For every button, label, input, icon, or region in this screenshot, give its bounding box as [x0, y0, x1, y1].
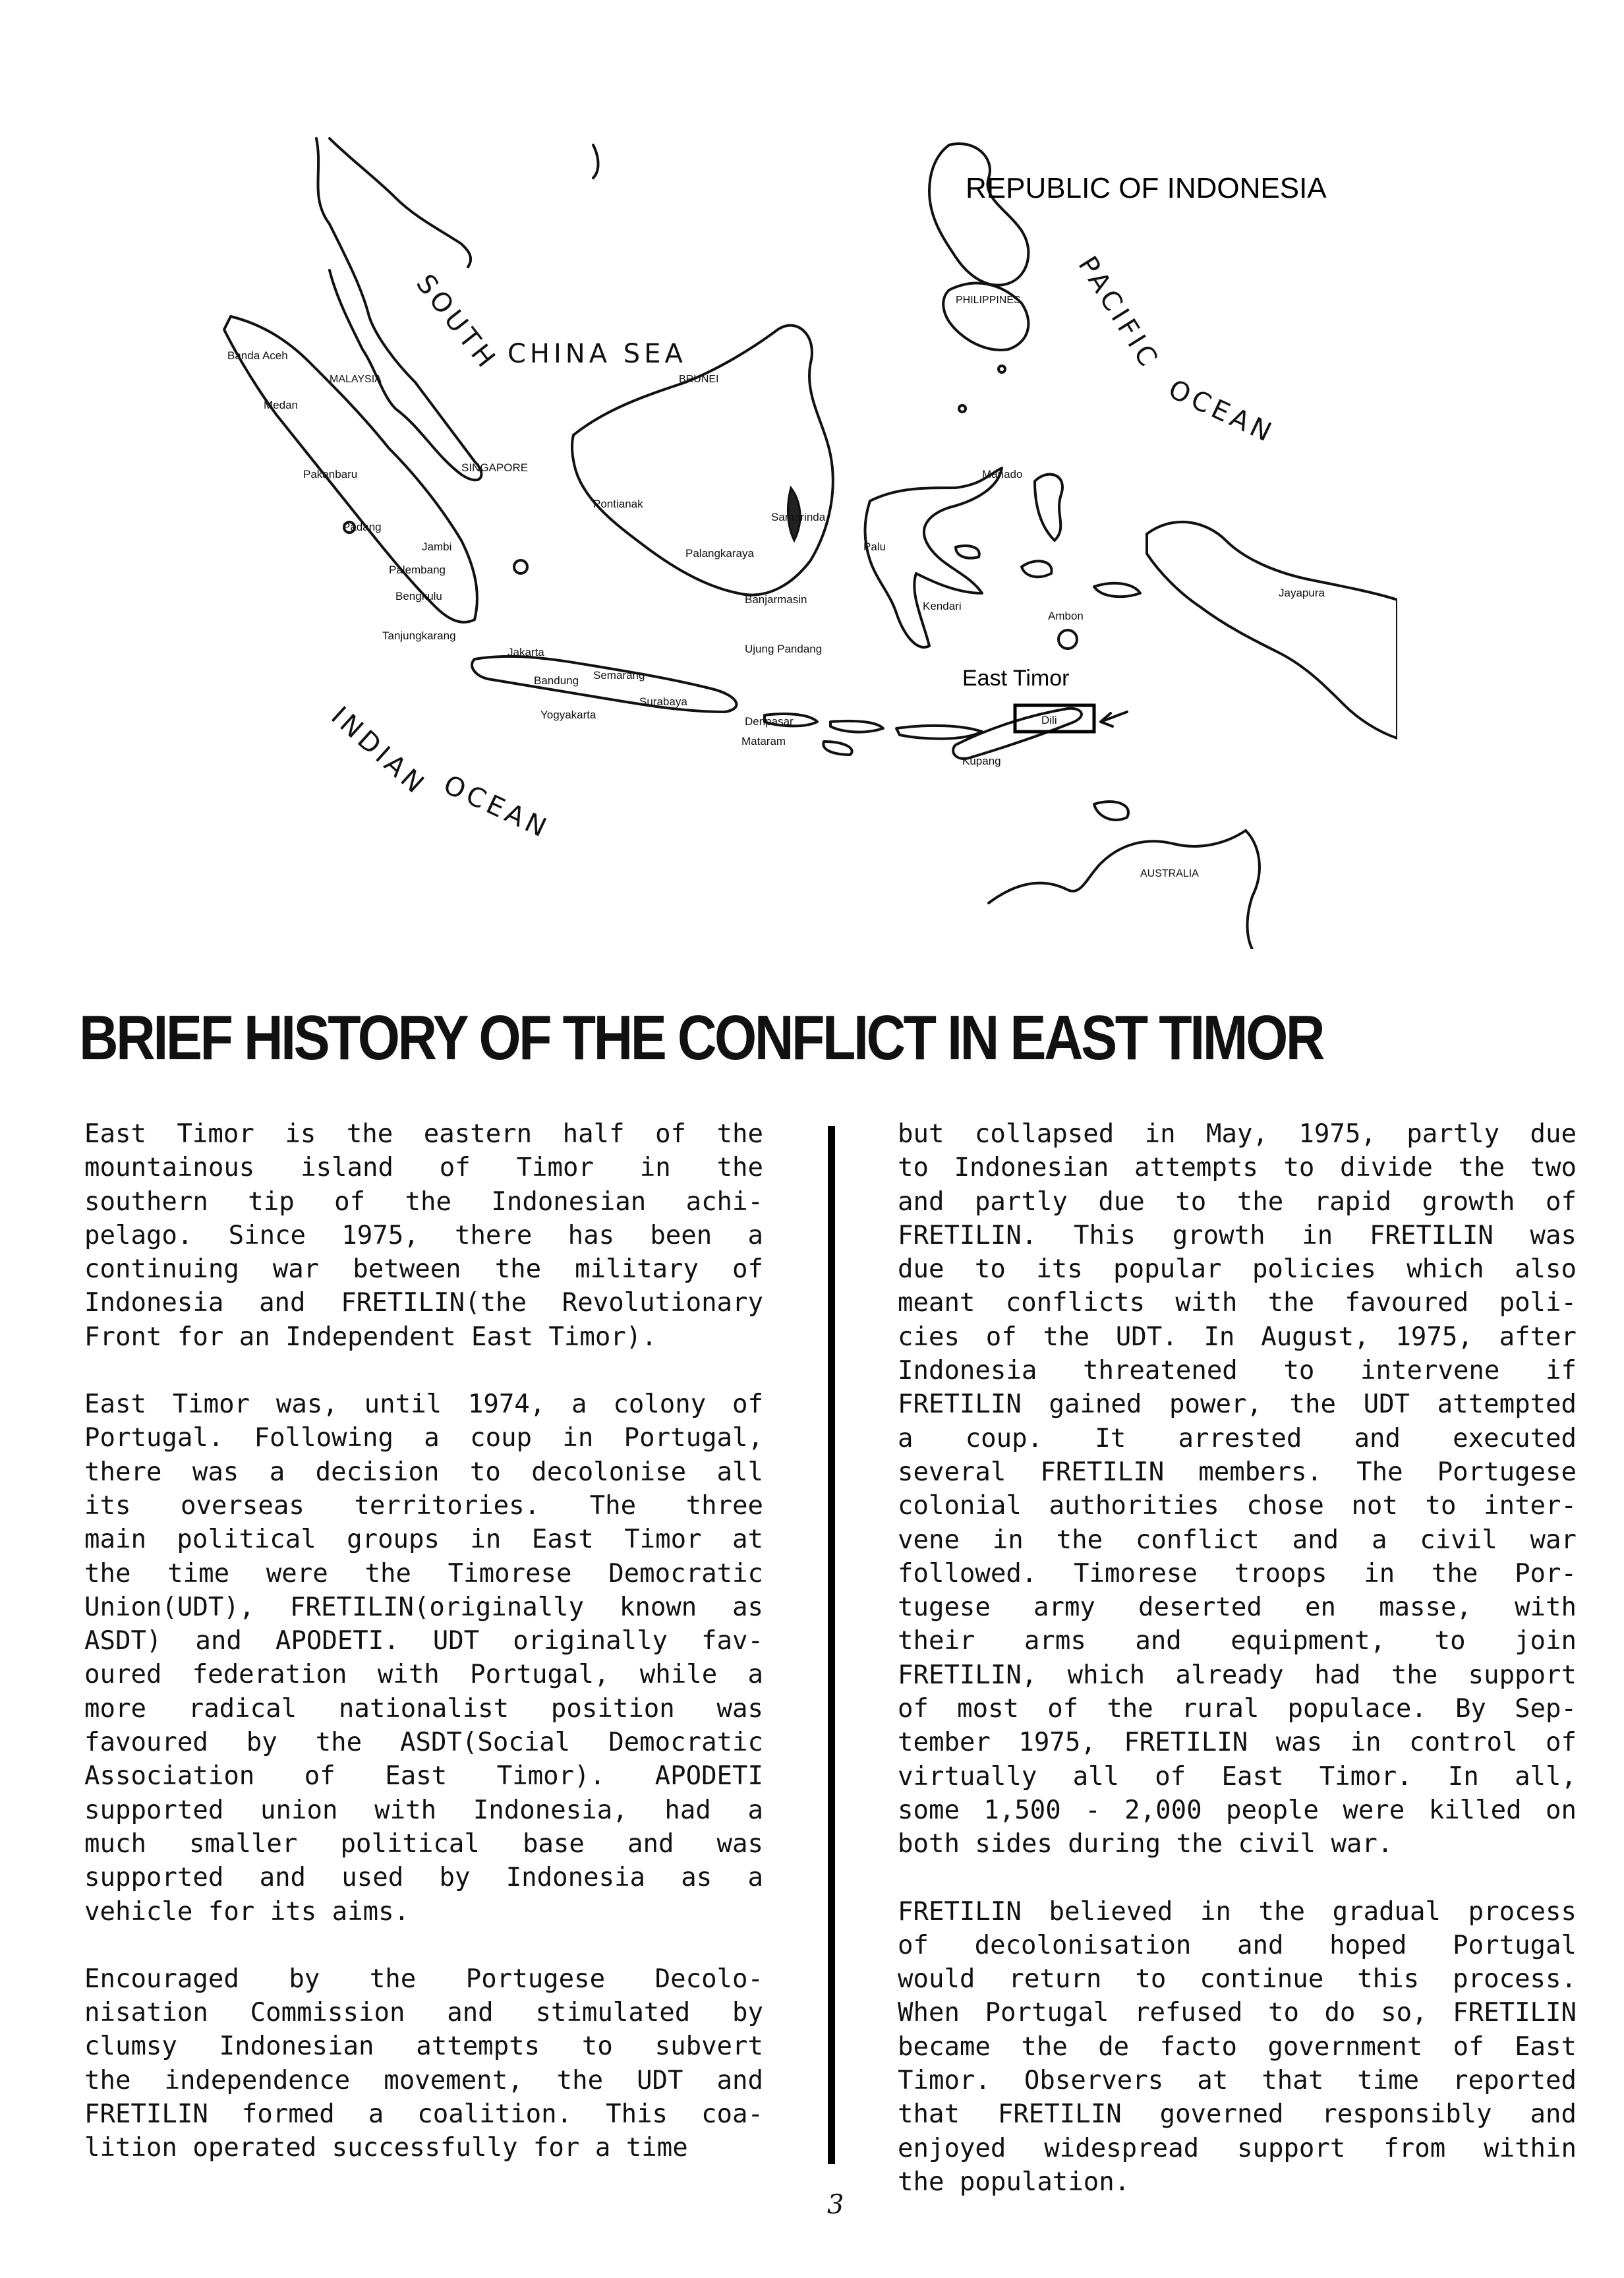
city-palu: Palu — [863, 540, 886, 553]
text-line: much smaller political base and was — [84, 1828, 763, 1859]
sea-label-south: SOUTH — [410, 268, 504, 376]
text-line: their arms and equipment, to join — [898, 1626, 1577, 1656]
text-line: would return to continue this process. — [898, 1964, 1577, 1995]
city-palembang: Palembang — [389, 564, 446, 576]
text-line: FRETILIN gained power, the UDT attempted — [898, 1389, 1577, 1420]
text-line: some 1,500 - 2,000 people were killed on — [898, 1795, 1577, 1825]
city-palangkaraya: Palangkaraya — [685, 547, 754, 560]
paragraph — [898, 1117, 1577, 1861]
text-line: its overseas territories. The three — [84, 1490, 763, 1521]
sea-label-indian-ocean: OCEAN — [438, 769, 555, 845]
text-line: supported union with Indonesia, had a — [84, 1795, 763, 1825]
text-line: and partly due to the rapid growth of — [898, 1186, 1577, 1217]
right-column — [898, 1117, 1577, 2233]
text-line: When Portugal refused to do so, FRETILIN — [898, 1998, 1577, 2028]
city-jakarta: Jakarta — [508, 646, 544, 658]
city-samarinda: Samarinda — [771, 511, 826, 523]
text-line: Portugal. Following a coup in Portugal, — [84, 1423, 763, 1453]
country-philippines: PHILIPPINES — [956, 295, 1021, 306]
text-line: but collapsed in May, 1975, partly due — [898, 1119, 1577, 1149]
text-line: pelago. Since 1975, there has been a — [84, 1220, 763, 1250]
text-line: both sides during the civil war. — [898, 1829, 1393, 1859]
text-line: several FRETILIN members. The Portugese — [898, 1457, 1577, 1487]
city-denpasar: Denpasar — [745, 715, 794, 728]
text-line: vene in the conflict and a civil war — [898, 1525, 1577, 1555]
text-line: of decolonisation and hoped Portugal — [898, 1930, 1577, 1960]
indonesia-map — [198, 119, 1397, 949]
city-medan: Medan — [264, 399, 298, 411]
text-line: mountainous island of Timor in the — [84, 1153, 763, 1183]
new-guinea — [1147, 522, 1397, 738]
text-line: there was a decision to decolonise all — [84, 1457, 763, 1487]
text-line: to Indonesian attempts to divide the two — [898, 1153, 1577, 1183]
text-line: nisation Commission and stimulated by — [84, 1998, 763, 2028]
text-line: Union(UDT), FRETILIN(originally known as — [84, 1592, 763, 1622]
australia — [989, 831, 1260, 949]
text-line: clumsy Indonesian attempts to subvert — [84, 2031, 763, 2062]
text-line: favoured by the ASDT(Social Democratic — [84, 1728, 763, 1758]
sea-label-pacific-ocean: OCEAN — [1163, 374, 1280, 450]
sea-label-indian: INDIAN — [325, 701, 433, 802]
text-line: supported and used by Indonesia as a — [84, 1863, 763, 1893]
text-line: cies of the UDT. In August, 1975, after — [898, 1322, 1577, 1352]
left-column — [84, 1117, 763, 2199]
text-line: Association of East Timor). APODETI — [84, 1761, 763, 1792]
city-manado: Manado — [982, 468, 1023, 481]
text-line: continuing war between the military of — [84, 1254, 763, 1285]
text-line: East Timor was, until 1974, a colony of — [84, 1389, 763, 1420]
java — [472, 657, 736, 712]
text-line: virtually all of East Timor. In all, — [898, 1761, 1577, 1792]
city-pakanbaru: Pakanbaru — [303, 468, 358, 481]
text-line: of most of the rural populace. By Sep- — [898, 1694, 1577, 1724]
text-line: FRETILIN believed in the gradual process — [898, 1896, 1577, 1927]
text-line: lition operated successfully for a time — [84, 2133, 688, 2163]
text-line: that FRETILIN governed responsibly and — [898, 2099, 1577, 2130]
text-line: became the de facto government of East — [898, 2031, 1577, 2062]
text-line: tember 1975, FRETILIN was in control of — [898, 1728, 1577, 1758]
text-line: southern tip of the Indonesian achi- — [84, 1186, 763, 1217]
city-jambi: Jambi — [422, 540, 452, 553]
country-malaysia: MALAYSIA — [330, 374, 382, 385]
text-line: ASDT) and APODETI. UDT originally fav- — [84, 1626, 763, 1656]
text-line: the independence movement, the UDT and — [84, 2065, 763, 2095]
city-singapore: SINGAPORE — [461, 461, 529, 474]
article-title: BRIEF HISTORY OF THE CONFLICT IN EAST TIMOR — [79, 1003, 1323, 1073]
city-bengkulu: Bengkulu — [395, 590, 442, 602]
text-line: Front for an Independent East Timor). — [84, 1322, 657, 1352]
city-kupang: Kupang — [962, 755, 1001, 767]
text-line: the population. — [898, 2167, 1130, 2197]
text-line: the time were the Timorese Democratic — [84, 1558, 763, 1589]
text-line: colonial authorities chose not to inter- — [898, 1491, 1577, 1521]
paragraph — [84, 1117, 763, 1354]
column-divider — [828, 1126, 835, 2164]
city-kendari: Kendari — [923, 600, 962, 612]
map-title: REPUBLIC OF INDONESIA — [966, 172, 1327, 204]
text-line: oured federation with Portugal, while a — [84, 1660, 763, 1690]
city-surabaya: Surabaya — [639, 695, 687, 708]
text-line: meant conflicts with the favoured poli- — [898, 1288, 1577, 1318]
city-ambon: Ambon — [1048, 610, 1084, 622]
text-line: tugese army deserted en masse, with — [898, 1592, 1577, 1623]
sulawesi — [865, 468, 1002, 647]
text-line: more radical nationalist position was — [84, 1693, 763, 1724]
text-line: main political groups in East Timor at — [84, 1525, 763, 1555]
text-line: FRETILIN, which already had the support — [898, 1660, 1577, 1690]
text-line: a coup. It arrested and executed — [898, 1423, 1577, 1453]
text-line: FRETILIN formed a coalition. This coa- — [84, 2099, 763, 2130]
city-ujung-pandang: Ujung Pandang — [745, 643, 823, 655]
city-banjarmasin: Banjarmasin — [745, 593, 807, 606]
east-timor-label: East Timor — [962, 666, 1070, 691]
city-dili: Dili — [1041, 714, 1057, 726]
country-australia: AUSTRALIA — [1140, 868, 1199, 879]
philippines — [929, 144, 1028, 285]
page-number: 3 — [827, 2190, 844, 2220]
text-line: due to its popular policies which also — [898, 1254, 1577, 1285]
text-line: followed. Timorese troops in the Por- — [898, 1558, 1577, 1589]
text-line: East Timor is the eastern half of the — [84, 1119, 763, 1149]
paragraph — [898, 1895, 1577, 2200]
city-bandung: Bandung — [534, 674, 579, 687]
paragraph — [84, 1962, 763, 2165]
city-jayapura: Jayapura — [1279, 587, 1325, 599]
city-yogyakarta: Yogyakarta — [540, 709, 596, 721]
text-line: FRETILIN. This growth in FRETILIN was — [898, 1220, 1577, 1250]
text-line: Indonesia threatened to intervene if — [898, 1356, 1577, 1386]
sea-label-pacific: PACIFIC — [1072, 250, 1165, 375]
city-banda-aceh: Banda Aceh — [227, 349, 288, 362]
city-padang: Padang — [343, 521, 382, 533]
text-line: Indonesia and FRETILIN(the Revolutionary — [84, 1288, 763, 1318]
text-line: vehicle for its aims. — [84, 1896, 410, 1927]
city-semarang: Semarang — [593, 669, 645, 682]
sea-label-china-sea: CHINA SEA — [508, 339, 687, 369]
mainland-coast — [330, 138, 471, 267]
city-pontianak: Pontianak — [593, 498, 643, 510]
country-brunei: BRUNEI — [679, 374, 719, 385]
paragraph — [84, 1387, 763, 1929]
city-tanjungkarang: Tanjungkarang — [382, 629, 456, 642]
text-line: Timor. Observers at that time reported — [898, 2066, 1577, 2096]
text-line: Encouraged by the Portugese Decolo- — [84, 1964, 763, 1994]
city-mataram: Mataram — [741, 735, 786, 747]
text-line: enjoyed widespread support from within — [898, 2133, 1577, 2163]
